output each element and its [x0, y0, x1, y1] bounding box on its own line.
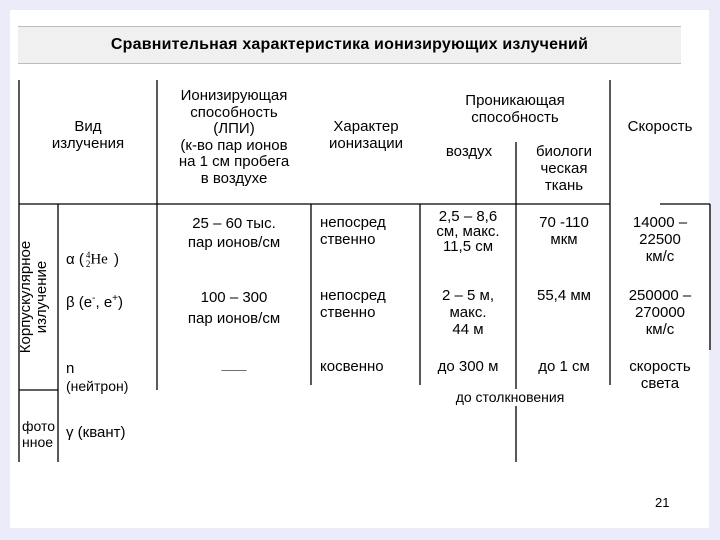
neutron-speed: скорость света [629, 358, 691, 392]
alpha-ionization: непосред ственно [320, 214, 386, 248]
header-penetrating: Проникающая способность [465, 92, 565, 126]
alpha-lpi: 25 – 60 тыс. пар ионов/см [187, 215, 281, 251]
slide-title: Сравнительная характеристика ионизирующих излучений [18, 26, 681, 64]
helium-nuclide: 4 2He [85, 250, 108, 270]
group-photon: фото нное [22, 418, 56, 450]
neutron-air: до 300 м [437, 358, 499, 375]
alpha-air: 2,5 – 8,6 см, макс. 11,5 см [436, 208, 500, 255]
beta-ionization: непосред ственно [320, 287, 386, 321]
gamma-kind: γ (квант) [66, 424, 126, 441]
neutron-symbol: n [66, 360, 75, 377]
beta-tissue: 55,4 мм [537, 287, 591, 304]
header-air: воздух [445, 143, 493, 160]
neutron-tissue: до 1 см [538, 358, 590, 375]
beta-air: 2 – 5 м, макс. 44 м [441, 287, 494, 338]
beta-kind: β (e-, e+) [66, 293, 124, 311]
neutron-note: (нейтрон) [66, 378, 129, 394]
header-ionization: Характер ионизации [329, 118, 403, 152]
neutron-lpi: ___ [221, 356, 247, 373]
alpha-kind: α ( 4 2He ) [66, 250, 120, 270]
header-tissue: биологи ческая ткань [535, 143, 593, 194]
header-kind: Вид излучения [51, 118, 125, 152]
alpha-tissue: 70 -110 мкм [539, 214, 589, 248]
neutron-ionization: косвенно [320, 358, 384, 375]
group-corpuscular: Корпускулярное излучение [17, 240, 50, 354]
header-speed: Скорость [627, 118, 693, 135]
beta-lpi: 100 – 300 пар ионов/см [187, 289, 281, 327]
header-lpi: Ионизирующая способность (ЛПИ) (к-во пар ионов на 1 см пробега в воздухе [178, 87, 290, 187]
beta-speed: 250000 – 270000 км/с [628, 287, 692, 338]
penetration-note: до столкновения [430, 389, 590, 406]
alpha-symbol: α ( [66, 251, 84, 268]
alpha-speed: 14000 – 22500 км/с [632, 214, 688, 265]
page-number: 21 [655, 495, 670, 510]
